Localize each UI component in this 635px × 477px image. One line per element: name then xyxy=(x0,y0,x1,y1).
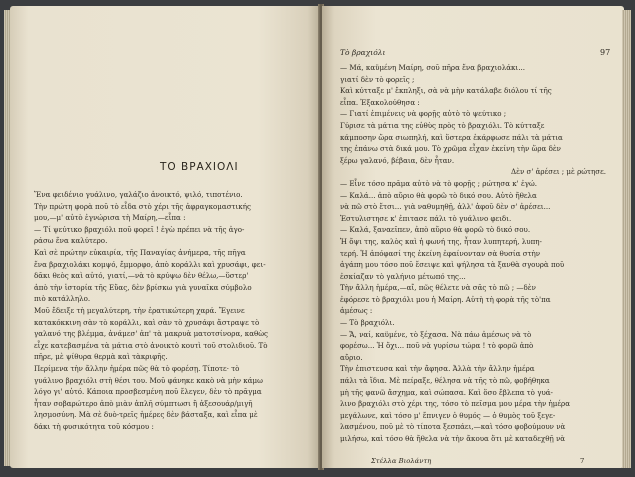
text-line: μου,—μ' αὐτὸ ἐγνώρισα τὴ Μαίρη,—εἶπα : xyxy=(34,213,186,223)
text-line: ἦταν σοβαρώτερο ἀπὸ μιὰν ἁπλῆ σύμπτωσι ἢ ἀξεσουάρ/μιγῆ xyxy=(34,398,253,408)
text-line: μεγάλωνε, καὶ τόσο μ' ἔπνιγεν ὁ θυμός — ὁ θυμὸς τοῦ ξεγε- xyxy=(340,410,556,420)
text-line: Τὴν ἄλλη ἡμέρα,—αἴ, πῶς θέλετε νὰ σᾶς τὸ πῶ ; —δὲν xyxy=(340,283,536,293)
text-line: ἐφόρεσε τὸ βραχιόλι μου ἡ Μαίρη. Αὐτὴ τὴ φορὰ τῆς τὸ'πα xyxy=(340,294,551,304)
text-line: πιὸ κατάλληλο. xyxy=(34,294,91,304)
text-line: ἀπὸ τὴν ἱστορία τῆς Εὔας, δὲν βρίσκω γιὰ γυναῖκα σύμβολο xyxy=(34,282,252,292)
text-line: λινο βραχιόλι στὸ χέρι της, τόσο τὸ πεῖσμα μου μέρα τὴν ἡμέρα xyxy=(340,399,571,409)
text-line: Ἡ ὄψι της, καλὸς καὶ ἡ φωνή της, ἦταν λυπητερή, λυπη- xyxy=(340,236,542,246)
text-line: δάκι τὴ φυσικότητα τοῦ κόσμου : xyxy=(34,421,154,431)
text-line: Γύρισε τὰ μάτια της εὐθὺς πρὸς τὸ βραχιόλι. Τὸ κύτταξε xyxy=(340,120,545,130)
right-page-edge xyxy=(622,10,631,468)
text-line: ἕνα βραχιολάκι κομψό, ἔμμορφο, ἀπὸ κοράλλι καὶ χρυσάφι, φει- xyxy=(34,259,266,269)
text-line: ἐσκίαζαν τὸ γαλήνιο μέτωπό της... xyxy=(340,271,466,281)
text-line: κατακόκκινη σὰν τὸ κοράλλι, καὶ σὰν τὸ χρυσάφι ἄστραψε τὸ xyxy=(34,317,260,327)
author-footer: Στέλλα Βιολάντη xyxy=(371,457,432,465)
text-line: γιατί δὲν τὸ φορεῖς ; xyxy=(340,74,415,84)
text-line: Δὲν σ' ἀρέσει ; μὲ ρώτησε. xyxy=(511,167,606,177)
text-line: — Καλά... ἀπὸ αὔριο θὰ φορῶ τὸ δικό σου. Αὐτὸ ἤθελα xyxy=(340,190,537,200)
text-line: Τὴν πρώτη φορὰ ποῦ τὸ εἶδα στὸ χέρι τῆς ἀφραγκομαστικής xyxy=(34,201,251,211)
running-head: Τὸ βραχιόλι xyxy=(340,48,386,57)
text-line: — Τί ψεύτικο βραχιόλι ποῦ φορεῖ ! ἐγὼ πρέπει νὰ τῆς ἀγο- xyxy=(34,224,245,234)
left-page xyxy=(10,6,320,468)
text-line: πῆρε, μὲ ψίθυρα θερμὰ καὶ τὰκριφῆς. xyxy=(34,352,168,362)
right-page-text xyxy=(340,62,606,445)
text-line: λόγο γι' αὐτό. Κάποια προσβεσμένη ποῦ ἔλεγεν, δὲν τὸ πρᾶγμα xyxy=(34,387,262,397)
text-line: γυάλινο βραχιόλι στὴ θέσι του. Μοῦ φάνηκε κακὸ νὰ μὴν κάμω xyxy=(34,375,263,385)
text-line: εἶχε κατεβασμένα τὰ μάτια στὸ ἀνοικτὸ κουτὶ τοῦ στολιδιοῦ. Τὸ xyxy=(34,340,268,350)
text-line: της ἐπάνω στὰ δικά μου. Τὸ χρῶμα εἶχαν ἐκείνη τὴν ὥρα δὲν xyxy=(340,144,561,154)
text-line: Καὶ σὲ πρώτην εὐκαιρία, τῆς Παναγίας ἀνήμερα, τῆς πῆγα xyxy=(34,247,246,257)
text-line: Περίμενα τὴν ἄλλην ἡμέρα πῶς θὰ τὸ φορέσῃ. Τίποτε· τὸ xyxy=(34,363,240,373)
text-line: Τὴν ἐπιστευσα καὶ τὴν ἄφησα. Ἀλλὰ τὴν ἄλλην ἡμέρα xyxy=(340,364,535,374)
chapter-title: ΤΟ ΒΡΑΧΙΟΛΙ xyxy=(160,161,239,173)
signature-mark: 7 xyxy=(580,457,585,465)
text-line: λασμένου, ποῦ μὲ τὸ τίποτα ξεσπάει,—καὶ τόσο φοβούμουν νὰ xyxy=(340,422,566,432)
text-line: γαλανό της βλέμμα, ἀνάμεσ' ἀπ' τὰ μακρυὰ ματοτσίνορα, καθὼς xyxy=(34,329,269,339)
text-line: ἀμέσως : xyxy=(340,306,373,316)
text-line: εἶπα. Ἐξακολούθησα : xyxy=(340,97,420,107)
text-line: Καὶ κύτταξε μ' ἔκπληξι, σὰ νὰ μὴν κατάλαβε διόλου τί τῆς xyxy=(340,86,552,96)
text-line: τερή. Ἡ ἀπόφασί της ἐκείνη ἐφαίνονταν σὰ θυσία στὴν xyxy=(340,248,541,258)
text-line: Μοῦ ἔδειξε τὴ μεγαλύτερη, τὴν ἐρατικώτερη χαρά. Ἔγεινε xyxy=(34,305,245,315)
text-line: — Καλά, ξαναεῖπεν, ἀπὸ αὔριο θὰ φορῶ τὸ δικό σου. xyxy=(340,225,531,235)
text-line: — Τὸ βραχιόλι. xyxy=(340,318,395,328)
text-line: — Μά, καϋμένη Μαίρη, σοῦ πῆρα ἕνα βραχιολάκι... xyxy=(340,63,525,72)
text-line: πάλι τὰ ἴδια. Μὲ πείραξε, θέλησα νὰ τῆς τὸ πῶ, φοβήθηκα xyxy=(340,376,550,386)
text-line: κάμποσην ὥρα σιωπηλή, καὶ ὕστερα ἐκάρφωσε πάλι τὰ μάτια xyxy=(340,132,563,142)
left-page-text xyxy=(34,189,302,432)
right-page xyxy=(322,6,624,468)
text-line: μιλήσω, καὶ τόσο θὰ ἤθελα νὰ τὴν ἄκουα ὅτι μὲ καταδεχθῇ νὰ xyxy=(340,434,566,443)
text-line: αὔριο. xyxy=(340,352,363,362)
text-line: Ἐστυλιστησε κ' ἐπιτασε πάλι τὸ γυάλινο φειδι. xyxy=(340,213,512,223)
text-line: Ἕνα φειδένιο γυάλινο, γαλάζιο ἀνοικτό, ψιλό, τιποτένιο. xyxy=(34,190,243,199)
text-line: φορέσω... Ἡ ὄχι... ποῦ νὰ γυρίσω τώρα ! τὸ φορῶ ἀπὸ xyxy=(340,341,534,351)
text-line: ξέρω γαλανό, βέβαια, δὲν ἦταν. xyxy=(340,155,455,165)
text-line: — Ἄ, ναί, καϋμένε, τὸ ξέχασα. Νὰ πάω ἀμέσως νὰ τὸ xyxy=(340,329,532,339)
text-line: λησμοσύνη. Μὰ σὲ δυὸ-τρεῖς ἡμέρες δὲν βάσταξα, καὶ εἶπα μὲ xyxy=(34,410,258,420)
text-line: δᾶκι θεὸς καὶ αὐτό, γιατί,—νὰ τὸ κρύψω δὲν θέλω,—ὕστερ' xyxy=(34,271,249,281)
text-line: — Εἶνε τόσο πρᾶμα αὐτὸ νὰ τὸ φορῇς ; ρώτησα κ' ἐγώ. xyxy=(340,178,538,188)
page-number: 97 xyxy=(600,48,611,57)
text-line: νὰ πῶ στὸ ἔτσι... γιὰ ναθυμηθῇ, ἀλλ' ἀφοῦ δὲν σ' ἀρέσει... xyxy=(340,202,551,212)
text-line: — Γιατί ἐπιμένεις νὰ φορῇς αὐτὸ τὸ ψεύτικο ; xyxy=(340,109,507,119)
text-line: ἀγάπη μου τόσο ποῦ ἔσειψε καὶ ψήλησα τὰ ξανθὰ σγουρὰ ποῦ xyxy=(340,260,565,270)
text-line: μὴ τῆς φανῶ ἄσχημα, καὶ σώπασα. Καὶ ὅσο ἔβλεπα τὸ γυά- xyxy=(340,387,553,397)
text-line: ράσω ἕνα καλύτερο. xyxy=(34,236,108,246)
